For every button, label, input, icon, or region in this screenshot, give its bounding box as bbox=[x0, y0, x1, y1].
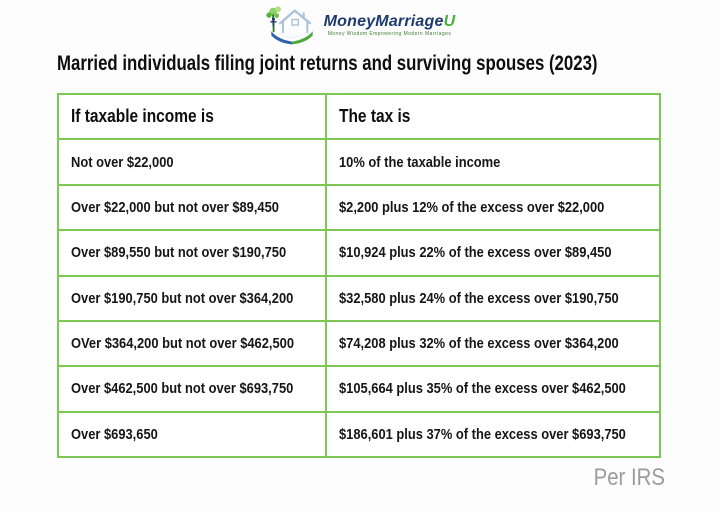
tax-formula-cell bbox=[327, 322, 659, 365]
brand-name bbox=[324, 13, 456, 31]
brand-name-primary: MoneyMarriage bbox=[323, 12, 444, 30]
column-header-income bbox=[59, 95, 325, 138]
tax-formula-cell bbox=[327, 413, 659, 456]
column-header-tax-label: The tax is bbox=[339, 106, 411, 127]
logo-text bbox=[324, 13, 456, 38]
brand-name-accent: U bbox=[443, 12, 456, 30]
tax-formula-cell bbox=[327, 231, 659, 274]
income-range-cell bbox=[59, 322, 325, 365]
income-range-cell bbox=[59, 186, 325, 229]
logo bbox=[0, 4, 720, 46]
tax-formula-cell bbox=[327, 186, 659, 229]
income-range-text: Over $89,550 but not over $190,750 bbox=[71, 244, 287, 262]
income-range-text: Over $190,750 but not over $364,200 bbox=[71, 289, 294, 307]
tax-formula-text: 10% of the taxable income bbox=[339, 153, 501, 171]
income-range-cell bbox=[59, 140, 325, 183]
tax-formula-text: $74,208 plus 32% of the excess over $364,200 bbox=[339, 335, 619, 353]
income-range-text: OVer $364,200 but not over $462,500 bbox=[71, 335, 295, 353]
tax-formula-text: $32,580 plus 24% of the excess over $190,750 bbox=[339, 289, 619, 307]
column-header-income-label: If taxable income is bbox=[71, 106, 214, 127]
tax-bracket-table bbox=[57, 93, 661, 458]
income-range-cell bbox=[59, 277, 325, 320]
tax-formula-text: $2,200 plus 12% of the excess over $22,000 bbox=[339, 198, 605, 216]
tax-formula-text: $186,601 plus 37% of the excess over $693,750 bbox=[339, 425, 626, 443]
money-marriage-u-logo-icon bbox=[265, 4, 319, 46]
logo-tagline: Money Wisdom Empowering Modern Marriages bbox=[327, 31, 452, 38]
income-range-text: Not over $22,000 bbox=[71, 153, 174, 171]
column-header-tax bbox=[327, 95, 659, 138]
tax-formula-cell bbox=[327, 277, 659, 320]
tax-formula-cell bbox=[327, 367, 659, 410]
income-range-text: Over $22,000 but not over $89,450 bbox=[71, 198, 279, 216]
income-range-text: Over $693,650 bbox=[71, 425, 158, 443]
page-title: Married individuals filing joint returns and surviving spouses (2023) bbox=[57, 52, 598, 75]
tax-formula-cell bbox=[327, 140, 659, 183]
income-range-text: Over $462,500 but not over $693,750 bbox=[71, 380, 294, 398]
tax-formula-text: $10,924 plus 22% of the excess over $89,450 bbox=[339, 244, 612, 262]
income-range-cell bbox=[59, 231, 325, 274]
source-attribution: Per IRS bbox=[593, 464, 665, 491]
income-range-cell bbox=[59, 413, 325, 456]
tax-formula-text: $105,664 plus 35% of the excess over $462,500 bbox=[339, 380, 626, 398]
income-range-cell bbox=[59, 367, 325, 410]
